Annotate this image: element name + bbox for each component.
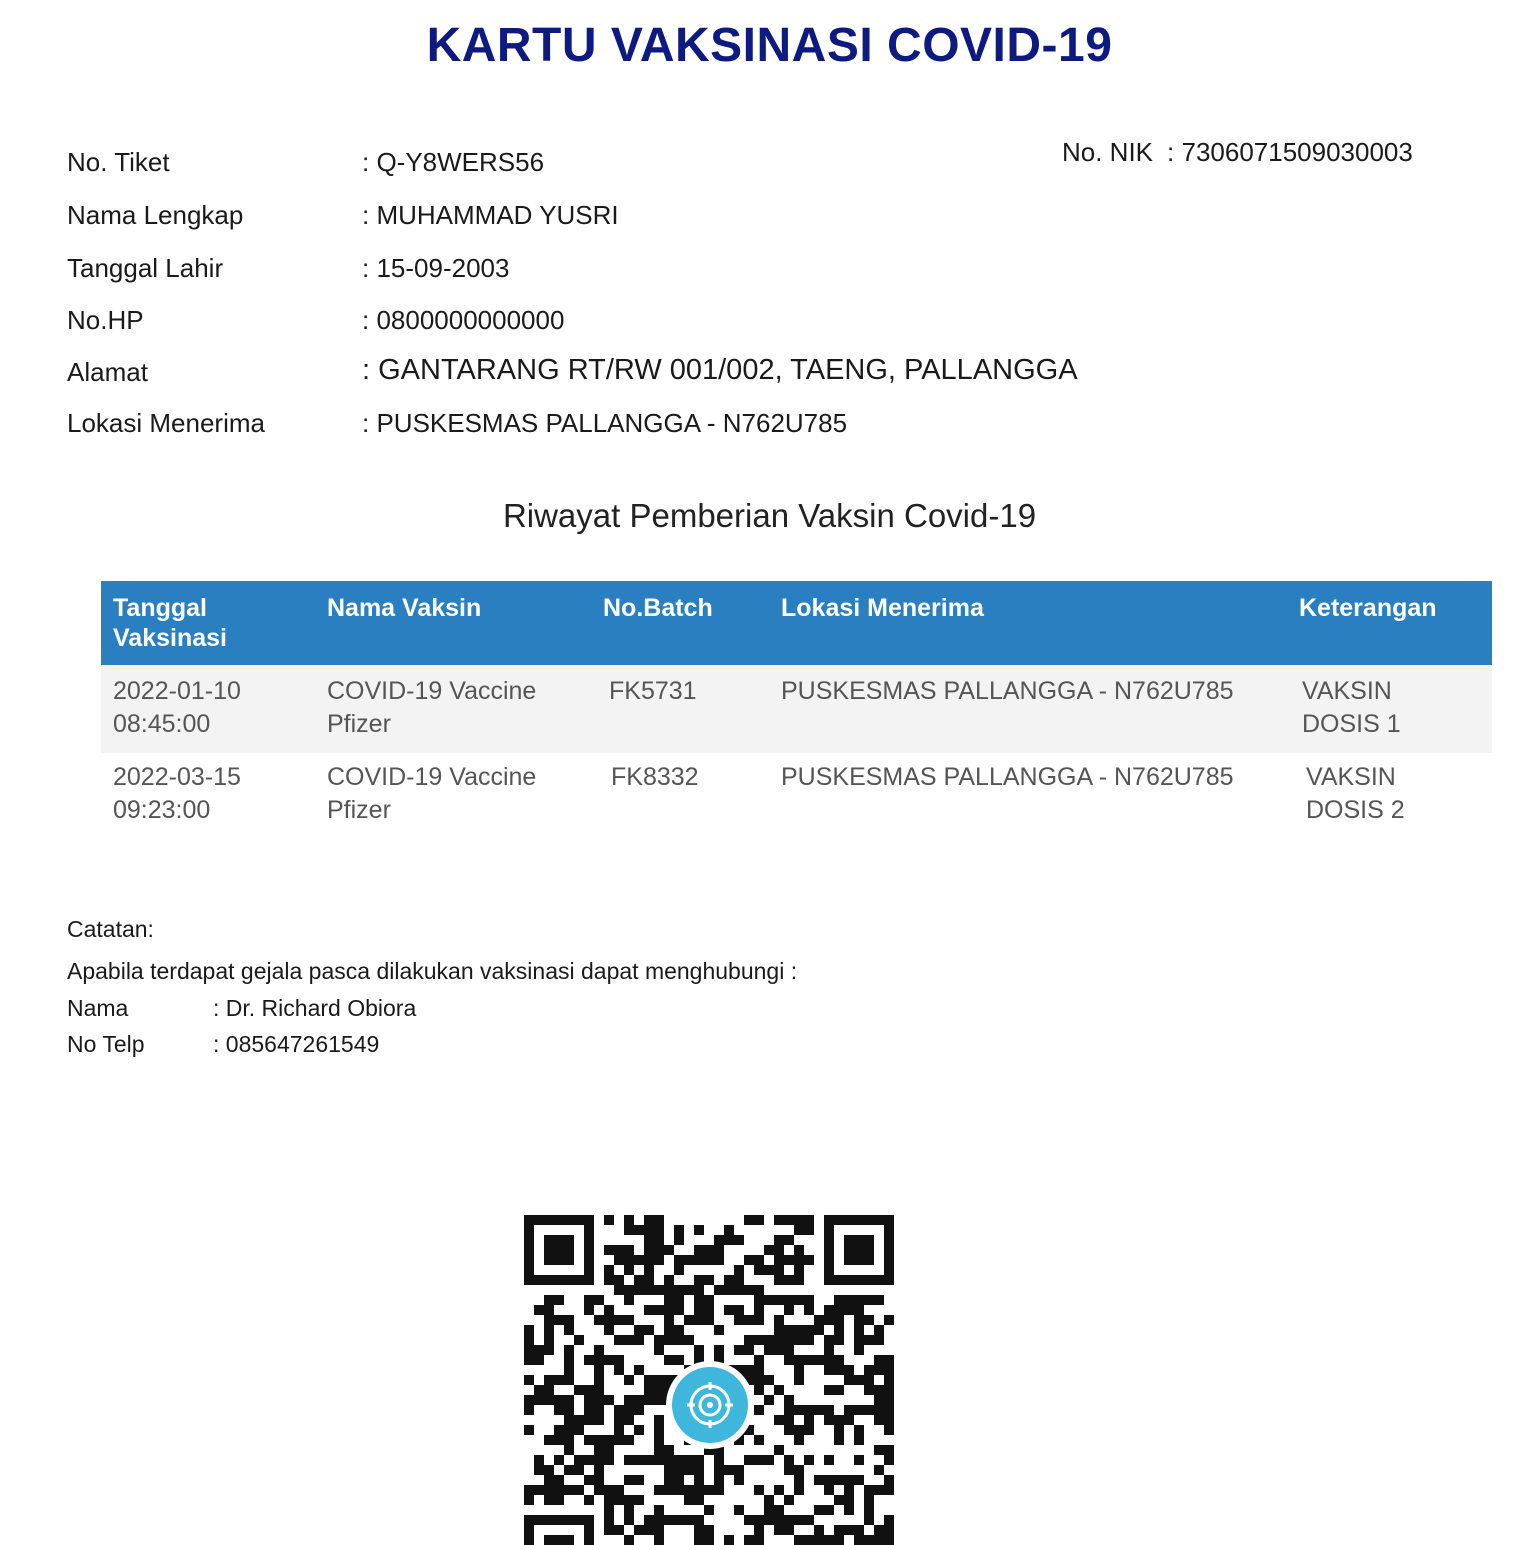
nik-label: No. NIK (1062, 137, 1154, 167)
info-label: No.HP (67, 305, 144, 335)
nik-value: : 7306071509030003 (1167, 137, 1413, 167)
cell-location: PUSKESMAS PALLANGGA - N762U785 (781, 763, 1234, 791)
contact-value: : 085647261549 (213, 1031, 380, 1057)
time-value: 08:45:00 (113, 710, 211, 738)
nik-field (1062, 137, 1413, 168)
vaccine-brand: Pfizer (327, 796, 391, 824)
info-value: : GANTARANG RT/RW 001/002, TAENG, PALLANGGA (362, 354, 1078, 386)
vaccine-name: COVID-19 Vaccine (327, 677, 537, 705)
table-row (101, 665, 1492, 753)
notes-text: Apabila terdapat gejala pasca dilakukan vaksinasi dapat menghubungi : (67, 958, 798, 984)
qr-code-icon (524, 1215, 894, 1545)
cell-date (113, 675, 303, 741)
app-logo-icon (672, 1367, 748, 1443)
page-title: KARTU VAKSINASI COVID-19 (426, 19, 1113, 72)
date-value: 2022-01-10 (113, 677, 241, 705)
contact-label: No Telp (67, 1031, 145, 1057)
info-label: Lokasi Menerima (67, 408, 265, 438)
column-header-location: Lokasi Menerima (781, 594, 984, 622)
cell-note (1302, 675, 1482, 741)
info-value: : 0800000000000 (362, 305, 565, 335)
info-label: Nama Lengkap (67, 200, 244, 230)
dose-value: DOSIS 2 (1306, 796, 1405, 824)
vaccine-name: COVID-19 Vaccine (327, 763, 537, 791)
notes-heading: Catatan: (67, 916, 154, 942)
contact-value: : Dr. Richard Obiora (213, 995, 417, 1021)
cell-date (113, 761, 303, 827)
note-value: VAKSIN (1302, 677, 1392, 705)
note-value: VAKSIN (1306, 763, 1396, 791)
info-value: : 15-09-2003 (362, 253, 510, 283)
cell-batch: FK5731 (609, 677, 697, 705)
cell-vaccine (327, 761, 577, 827)
cell-location: PUSKESMAS PALLANGGA - N762U785 (781, 677, 1234, 705)
column-header-note: Keterangan (1299, 594, 1437, 622)
column-header-date: Tanggal Vaksinasi (113, 594, 227, 652)
info-label: No. Tiket (67, 147, 170, 177)
vaccination-table (101, 581, 1492, 841)
time-value: 09:23:00 (113, 796, 211, 824)
vaccine-brand: Pfizer (327, 710, 391, 738)
info-value: : PUSKESMAS PALLANGGA - N762U785 (362, 408, 848, 438)
info-value: : Q-Y8WERS56 (362, 147, 545, 177)
cell-vaccine (327, 675, 577, 741)
contact-label: Nama (67, 995, 129, 1021)
info-label: Alamat (67, 357, 148, 387)
column-header-batch: No.Batch (603, 594, 713, 622)
history-title: Riwayat Pemberian Vaksin Covid-19 (502, 497, 1037, 534)
cell-batch: FK8332 (611, 763, 699, 791)
table-header (101, 581, 1492, 665)
info-label: Tanggal Lahir (67, 253, 224, 283)
info-value: : MUHAMMAD YUSRI (362, 200, 619, 230)
table-row (101, 753, 1492, 841)
date-value: 2022-03-15 (113, 763, 241, 791)
cell-note (1306, 761, 1486, 827)
dose-value: DOSIS 1 (1302, 710, 1401, 738)
column-header-vaccine: Nama Vaksin (327, 594, 482, 622)
